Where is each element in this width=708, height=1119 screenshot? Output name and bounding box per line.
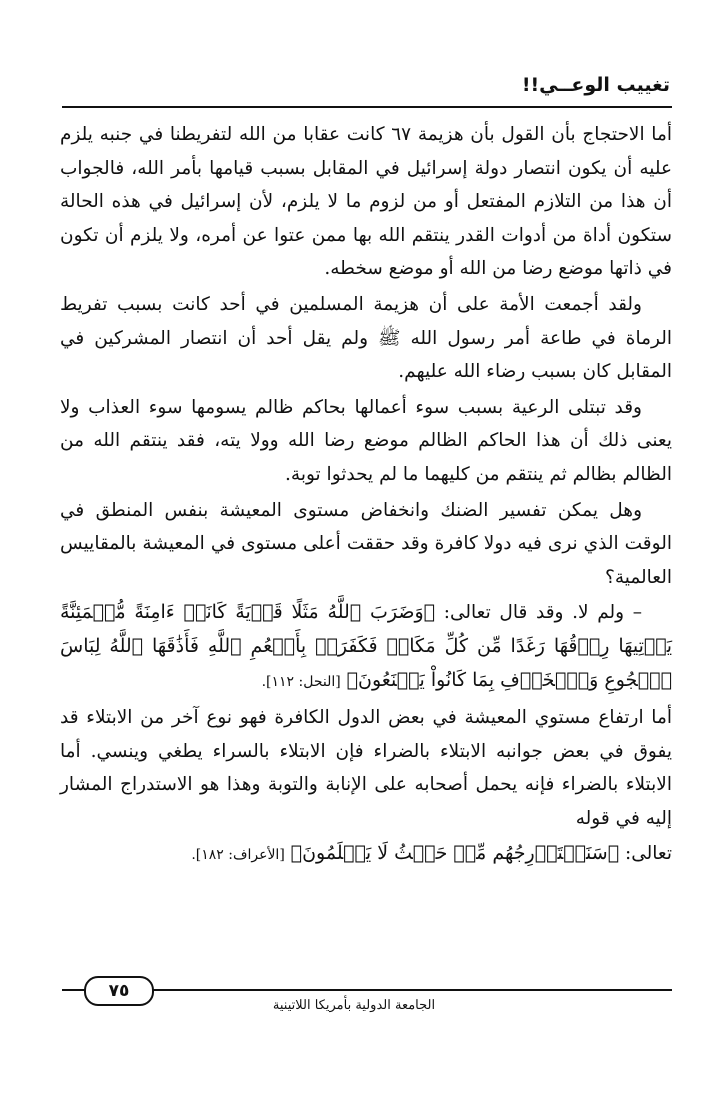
quote-2-lead: تعالى:	[625, 843, 672, 865]
quote-1-citation: [النحل: ١١٢].	[261, 673, 341, 690]
quote-2-verse: ﴿سَنَسۡتَدۡرِجُهُم مِّنۡ حَيۡثُ لَا يَعۡلَمُونَ﴾	[290, 842, 620, 865]
paragraph-4: وهل يمكن تفسير الضنك وانخفاض مستوى المعيشة بنفس المنطق في الوقت الذي نرى فيه دولا كافرة وقد حققت أعلى مستوى في المعيشة بالمقاييس العالمية؟	[60, 499, 672, 588]
quran-quote-2	[60, 837, 672, 873]
paragraph-2: ولقد أجمعت الأمة على أن هزيمة المسلمين في أحد كانت بسبب تفريط الرماة في طاعة أمر رسول الله ﷺ ولم يقل أحد أن انتصار المشركين في المقابل كان بسبب رضاء الله عليهم.	[60, 293, 672, 383]
paragraph-3: وقد تبتلى الرعية بسبب سوء أعمالها بحاكم ظالم يسومها سوء العذاب ولا يعنى ذلك أن هذا الحاكم الظالم موضع رضا الله وولا يته، فقد ينتقم الله من الظالم بظالم ثم ينتقم من كليهما ما لم يحدثوا توبة.	[60, 396, 672, 485]
header-rule	[62, 106, 672, 108]
quote-1-lead: – ولم لا. وقد قال تعالى:	[443, 602, 642, 624]
page-body	[60, 118, 672, 875]
paragraph-5: أما ارتفاع مستوي المعيشة في بعض الدول الكافرة فهو نوع آخر من الابتلاء قد يفوق في بعض جوانبه الابتلاء بالضراء فإن الابتلاء بالسراء يطغي وينسي. أما الابتلاء بالضراء فإنه يحمل أصحابه على الإنابة والتوبة وهذا هو الاستدراج المشار إليه في قوله	[60, 707, 672, 829]
quote-1-verse: ﴿وَضَرَبَ ٱللَّهُ مَثَلًا قَرۡيَةً كَانَتۡ ءَامِنَةً مُّطۡمَئِنَّةً يَأۡتِيهَا رِزۡقُهَا رَغَدًا مِّن كُلِّ مَكَانٖ فَكَفَرَتۡ بِأَنۡعُمِ ٱللَّهِ فَأَذَٰقَهَا ٱللَّهُ لِبَاسَ ٱلۡجُوعِ وَٱلۡخَوۡفِ بِمَا كَانُواْ يَصۡنَعُونَ﴾	[60, 601, 672, 691]
paragraph-1: أما الاحتجاج بأن القول بأن هزيمة ٦٧ كانت عقابا من الله لتفريطنا في جنبه يلزم عليه أن يكون انتصار دولة إسرائيل في المقابل بسبب قيامها بأمر الله، فالجواب أن هذا من التلازم المفتعل أو من لزوم ما لا يلزم، لأن إسرائيل في هذه الحالة ستكون أداة من أدوات القدر ينتقم الله بها ممن عتوا عن أمره، ولا يلزم أن تكون في ذاتها موضع رضا من الله أو موضع سخطه.	[60, 124, 672, 280]
footer-publisher: الجامعة الدولية بأمريكا اللاتينية	[272, 998, 436, 1013]
quote-2-citation: [الأعراف: ١٨٢].	[191, 847, 285, 864]
running-header-title: تغييب الوعــي!!	[521, 74, 670, 96]
quran-quote-1	[60, 596, 672, 699]
page-number: ٧٥	[84, 976, 154, 1006]
